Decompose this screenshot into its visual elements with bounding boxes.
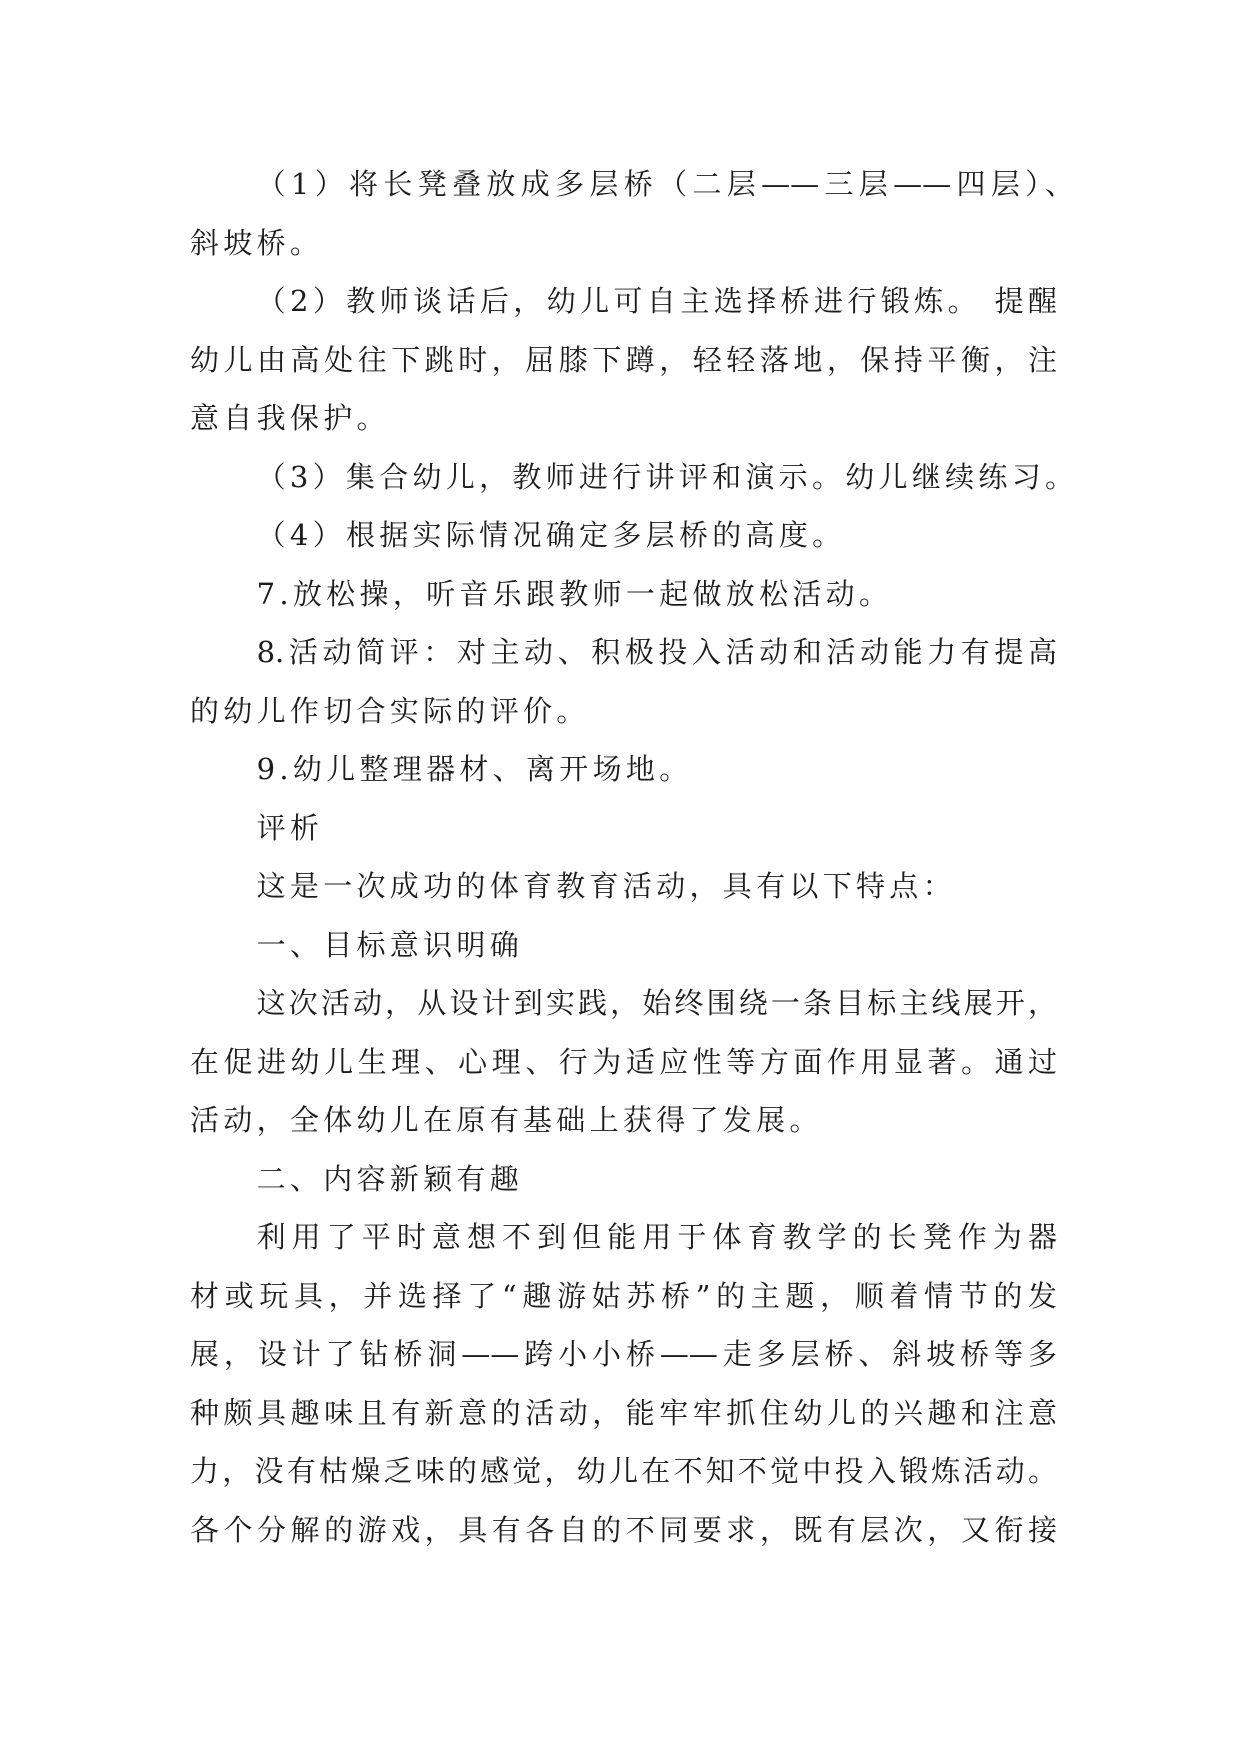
text-line: 这次活动，从设计到实践，始终围绕一条目标主线展开， <box>256 986 1057 1020</box>
text-line: 在促进幼儿生理、心理、行为适应性等方面作用显著。通过 <box>190 1044 1057 1079</box>
text-line: 这是一次成功的体育教育活动，具有以下特点： <box>256 869 956 903</box>
novel-content-paragraph <box>190 1208 1057 1559</box>
step-2-item <box>190 272 1057 448</box>
text-line: 展，设计了钻桥洞——跨小小桥——走多层桥、斜坡桥等多 <box>190 1337 1057 1371</box>
text-line: 一、目标意识明确 <box>256 927 523 962</box>
text-line: 各个分解的游戏，具有各自的不同要求，既有层次，又衔接 <box>190 1512 1057 1547</box>
text-line: 的幼儿作切合实际的评价。 <box>190 693 590 728</box>
text-line: 7.放松操，听音乐跟教师一起做放松活动。 <box>256 576 893 611</box>
text-line: 9.幼儿整理器材、离开场地。 <box>256 752 693 786</box>
text-line: 二、内容新颖有趣 <box>256 1161 523 1196</box>
text-line: 8.活动简评：对主动、积极投入活动和活动能力有提高 <box>256 635 1057 669</box>
subheading-goal-awareness <box>190 916 1057 975</box>
activity-step-8 <box>190 623 1057 740</box>
activity-step-7 <box>190 565 1057 624</box>
document-body <box>190 155 1074 1559</box>
section-heading-analysis <box>190 799 1057 858</box>
text-line: （1）将长凳叠放成多层桥（二层——三层——四层）、 <box>256 167 1074 201</box>
text-line: （4）根据实际情况确定多层桥的高度。 <box>256 518 846 552</box>
step-3-item <box>190 448 1074 507</box>
activity-step-9 <box>190 740 1057 799</box>
text-line: 利用了平时意想不到但能用于体育教学的长凳作为器 <box>256 1220 1057 1254</box>
step-4-item <box>190 506 1057 565</box>
text-line: 材或玩具，并选择了“趣游姑苏桥”的主题，顺着情节的发 <box>190 1278 1057 1313</box>
step-1-item <box>190 155 1074 272</box>
analysis-intro <box>190 857 1057 916</box>
text-line: 力，没有枯燥乏味的感觉，幼儿在不知不觉中投入锻炼活动。 <box>190 1454 1057 1488</box>
text-line: 活动，全体幼儿在原有基础上获得了发展。 <box>190 1103 823 1137</box>
text-line: （3）集合幼儿，教师进行讲评和演示。幼儿继续练习。 <box>256 459 1074 494</box>
text-line: 种颇具趣味且有新意的活动，能牢牢抓住幼儿的兴趣和注意 <box>190 1395 1057 1430</box>
text-line: 斜坡桥。 <box>190 225 324 260</box>
text-line: （2）教师谈话后，幼儿可自主选择桥进行锻炼。 提醒 <box>256 284 1057 318</box>
goal-awareness-paragraph <box>190 974 1057 1150</box>
text-line: 评析 <box>256 810 324 845</box>
subheading-novel-content <box>190 1150 1057 1209</box>
text-line: 幼儿由高处往下跳时，屈膝下蹲，轻轻落地，保持平衡，注 <box>190 342 1057 377</box>
text-line: 意自我保护。 <box>190 401 390 435</box>
